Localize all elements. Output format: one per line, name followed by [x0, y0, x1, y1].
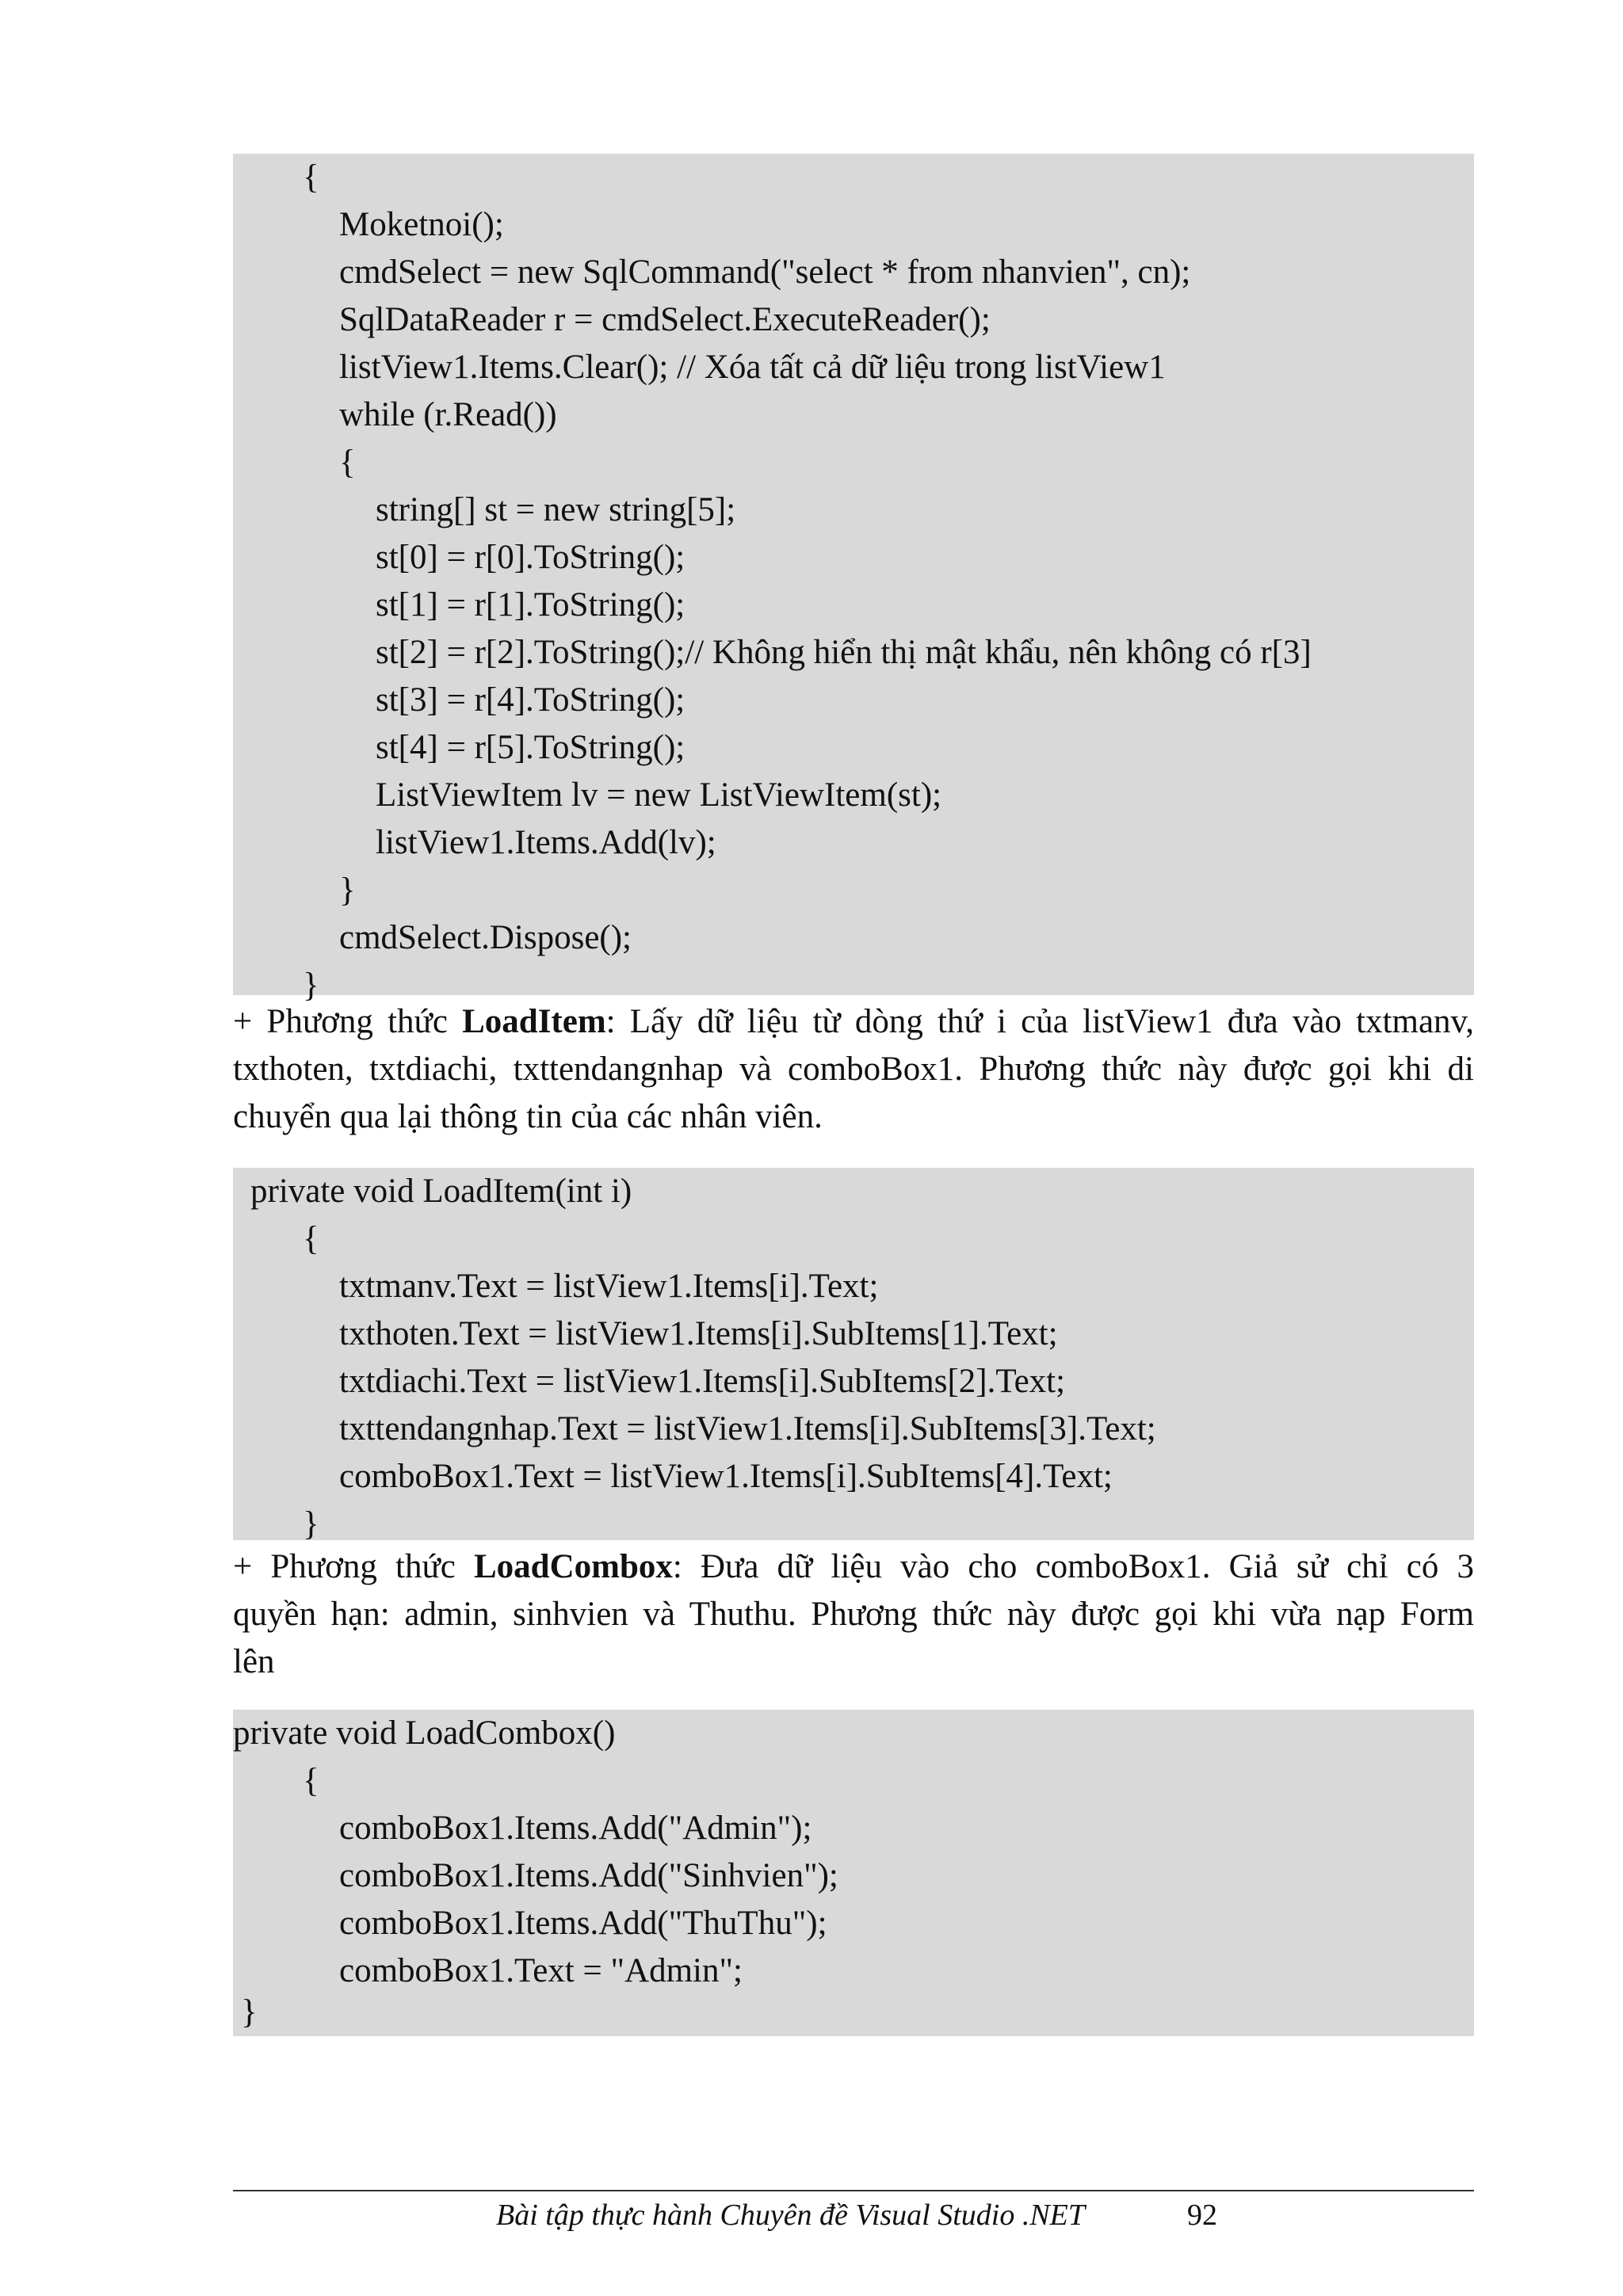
code-line: cmdSelect = new SqlCommand("select * from nhanvien", cn); [339, 254, 1191, 291]
code-line: st[3] = r[4].ToString(); [376, 681, 685, 719]
paragraph-text: : Đưa dữ liệu vào cho comboBox1. Giả sử chỉ có 3 [672, 1548, 1474, 1585]
footer-divider [233, 2190, 1474, 2191]
code-line: txtdiachi.Text = listView1.Items[i].SubItems[2].Text; [339, 1363, 1066, 1400]
code-line: } [303, 1505, 319, 1543]
paragraph-line [233, 998, 1474, 1046]
paragraph-line [233, 1543, 1474, 1591]
code-line: { [303, 1220, 319, 1257]
method-name: LoadItem [462, 1003, 606, 1040]
code-line: comboBox1.Items.Add("Admin"); [339, 1810, 812, 1847]
code-line: txthoten.Text = listView1.Items[i].SubItems[1].Text; [339, 1315, 1058, 1352]
paragraph-text: : Lấy dữ liệu từ dòng thứ i của listView1 đưa vào txtmanv, [605, 1003, 1474, 1040]
code-line: private void LoadItem(int i) [250, 1173, 632, 1210]
footer-title: Bài tập thực hành Chuyên đề Visual Studio .NET [496, 2199, 1086, 2232]
code-line: st[2] = r[2].ToString();// Không hiển thị mật khẩu, nên không có r[3] [376, 634, 1312, 671]
code-line: ListViewItem lv = new ListViewItem(st); [376, 776, 942, 814]
paragraph-line: quyền hạn: admin, sinhvien và Thuthu. Phương thức này được gọi khi vừa nạp Form [233, 1596, 1474, 1633]
code-line: st[0] = r[0].ToString(); [376, 539, 685, 576]
code-line: string[] st = new string[5]; [376, 491, 736, 528]
code-line: while (r.Read()) [339, 396, 557, 433]
code-line: listView1.Items.Clear(); // Xóa tất cả dữ liệu trong listView1 [339, 349, 1166, 386]
code-line: listView1.Items.Add(lv); [376, 824, 716, 861]
paragraph-line: chuyển qua lại thông tin của các nhân viên. [233, 1098, 823, 1135]
code-block-3 [233, 1710, 1474, 2036]
code-line: { [303, 158, 319, 196]
code-line: txttendangnhap.Text = listView1.Items[i].SubItems[3].Text; [339, 1410, 1156, 1447]
code-line: Moketnoi(); [339, 206, 504, 243]
code-line: private void LoadCombox() [233, 1714, 616, 1752]
page-number: 92 [1187, 2199, 1217, 2232]
code-line: { [339, 444, 356, 481]
code-line: SqlDataReader r = cmdSelect.ExecuteReader(); [339, 301, 991, 338]
code-block-2 [233, 1168, 1474, 1543]
paragraph-loadcombox [233, 1543, 1474, 1686]
code-line: st[4] = r[5].ToString(); [376, 729, 685, 766]
code-line: comboBox1.Items.Add("ThuThu"); [339, 1905, 827, 1942]
paragraph-prefix: + Phương thức [233, 1003, 463, 1040]
code-line: } [241, 1993, 258, 2031]
code-line: st[1] = r[1].ToString(); [376, 586, 685, 624]
paragraph-prefix: + Phương thức [233, 1548, 474, 1585]
code-line: txtmanv.Text = listView1.Items[i].Text; [339, 1268, 879, 1305]
method-name: LoadCombox [473, 1548, 673, 1585]
paragraph-line: lên [233, 1643, 275, 1680]
paragraph-loaditem [233, 998, 1474, 1141]
code-line: comboBox1.Text = listView1.Items[i].SubItems[4].Text; [339, 1458, 1113, 1495]
code-line: } [303, 967, 319, 1004]
code-block-1 [233, 154, 1474, 1004]
code-line: comboBox1.Items.Add("Sinhvien"); [339, 1857, 838, 1894]
code-line: comboBox1.Text = "Admin"; [339, 1952, 743, 1989]
paragraph-line: txthoten, txtdiachi, txttendangnhap và comboBox1. Phương thức này được gọi khi di [233, 1051, 1474, 1088]
code-line: } [339, 871, 356, 909]
code-line: cmdSelect.Dispose(); [339, 919, 632, 956]
code-line: { [303, 1762, 319, 1799]
